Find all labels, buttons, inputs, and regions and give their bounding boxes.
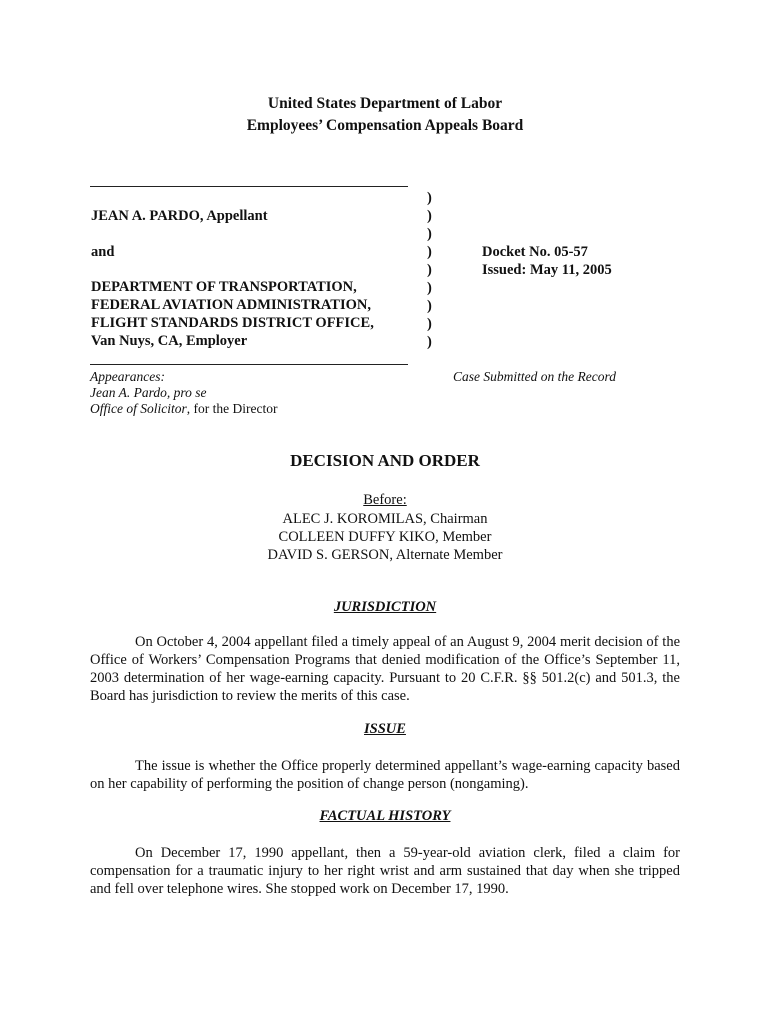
panel-member-3: DAVID S. GERSON, Alternate Member	[267, 547, 503, 563]
caption-parens	[427, 189, 432, 351]
board-name: Employees’ Compensation Appeals Board	[246, 117, 524, 134]
caption-top-rule	[90, 186, 408, 187]
case-submitted: Case Submitted on the Record	[453, 369, 616, 384]
appearances-label: Appearances:	[90, 369, 165, 384]
panel-member-2: COLLEEN DUFFY KIKO, Member	[278, 529, 492, 545]
jurisdiction-paragraph	[90, 633, 680, 705]
paren: )	[427, 190, 432, 206]
factual-history-text: On December 17, 1990 appellant, then a 59-year-old aviation clerk, filed a claim for compensation for a traumatic injury to her right wrist and arm sustained that day when she tripped and fell over telephone wires. She stopped work on December 17, 1990.	[90, 845, 680, 897]
employer-line-1: DEPARTMENT OF TRANSPORTATION,	[91, 279, 357, 295]
jurisdiction-text: On October 4, 2004 appellant filed a timely appeal of an August 9, 2004 merit decision of the Office of Workers’ Compensation Programs that denied modification of the Office’s September 11, 2003 determination of her wage-earning capacity. Pursuant to 20 C.F.R. §§ 501.2(c) and 501.3, the Board has jurisdiction to review the merits of this case.	[90, 634, 680, 704]
issued-date: Issued: May 11, 2005	[482, 262, 612, 278]
factual-history-paragraph	[90, 844, 680, 898]
caption-bottom-rule	[90, 364, 408, 365]
docket-number: Docket No. 05-57	[482, 244, 588, 260]
director-office: Office of Solicitor	[90, 401, 187, 416]
paren: )	[427, 226, 432, 242]
before-label: Before:	[363, 492, 407, 508]
paren: )	[427, 298, 432, 314]
panel-member-1: ALEC J. KOROMILAS, Chairman	[282, 511, 488, 527]
employer-line-2: FEDERAL AVIATION ADMINISTRATION,	[91, 297, 371, 313]
director-appearance	[90, 400, 277, 417]
factual-history-heading: FACTUAL HISTORY	[319, 808, 451, 824]
paren: )	[427, 262, 432, 278]
appellant-name: JEAN A. PARDO, Appellant	[91, 208, 268, 224]
issue-text: The issue is whether the Office properly determined appellant’s wage-earning capacity based on her capability of performing the position of change person (nongaming).	[90, 758, 680, 792]
caption-and: and	[91, 244, 115, 260]
paren: )	[427, 334, 432, 350]
issue-heading: ISSUE	[364, 721, 406, 737]
issue-paragraph	[90, 757, 680, 793]
paren: )	[427, 244, 432, 260]
paren: )	[427, 280, 432, 296]
agency-name: United States Department of Labor	[267, 95, 503, 112]
jurisdiction-heading: JURISDICTION	[333, 599, 437, 615]
employer-line-3: FLIGHT STANDARDS DISTRICT OFFICE,	[91, 315, 374, 331]
appellant-appearance: Jean A. Pardo, pro se	[90, 385, 207, 400]
paren: )	[427, 316, 432, 332]
paren: )	[427, 208, 432, 224]
employer-line-4: Van Nuys, CA, Employer	[91, 333, 248, 349]
decision-title: DECISION AND ORDER	[290, 451, 480, 470]
director-suffix: , for the Director	[186, 401, 278, 416]
